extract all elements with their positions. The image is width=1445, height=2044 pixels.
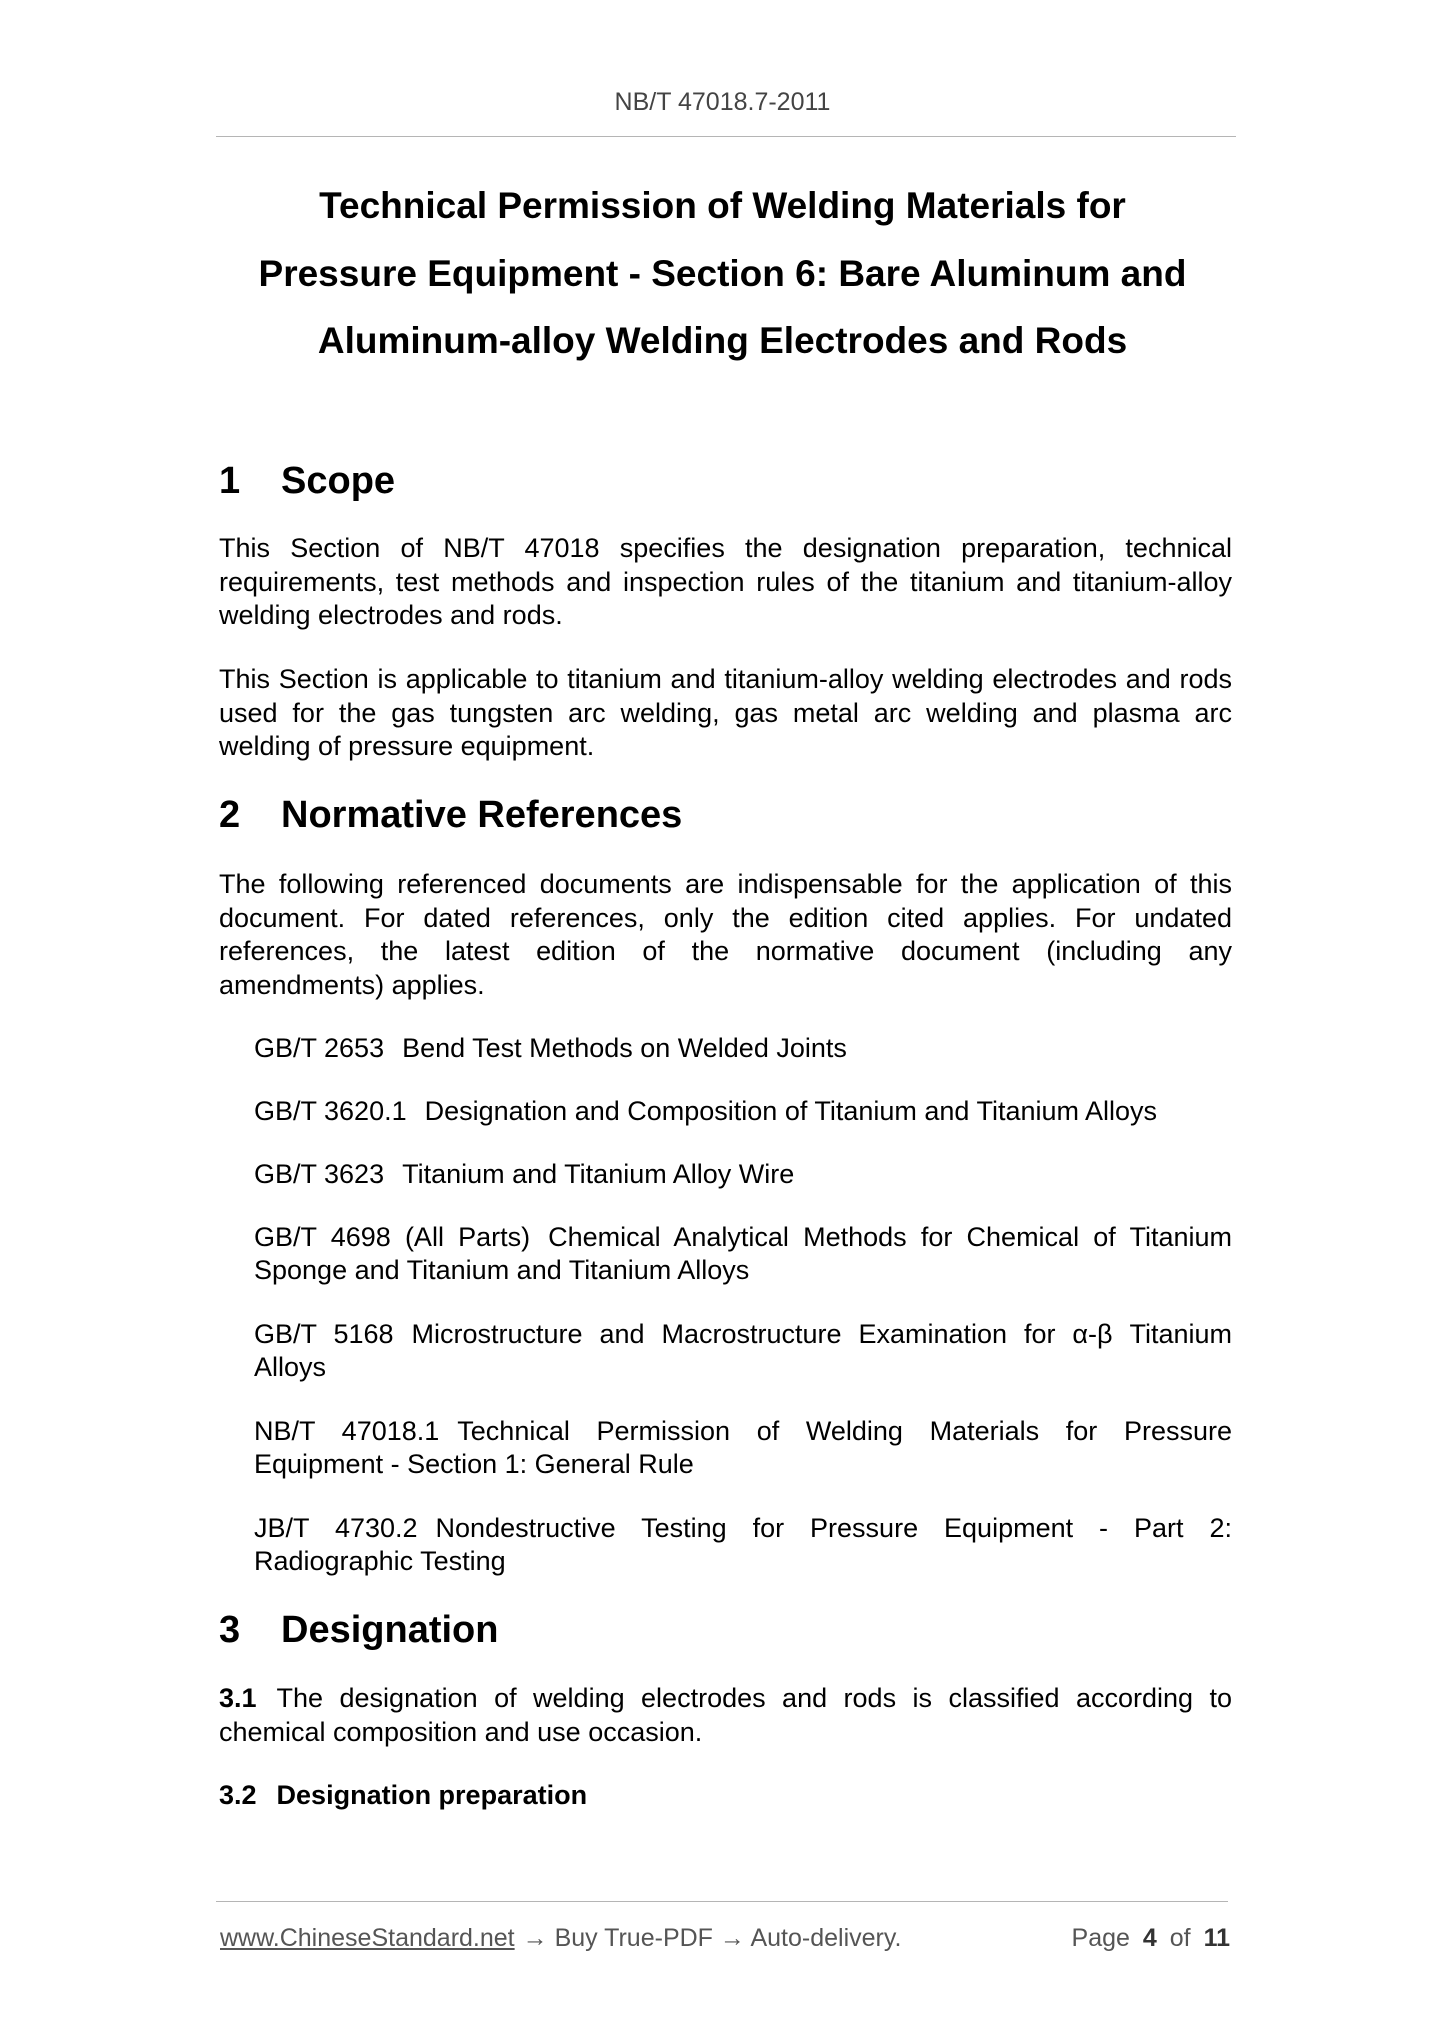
clause-3-2-heading (219, 1778, 1232, 1812)
reference-code: GB/T 2653 (254, 1033, 385, 1063)
reference-item (254, 1158, 1232, 1191)
reference-title: Technical Permission of Welding Materials for Pressure Equipment - Section 1: General Rule (254, 1416, 1232, 1479)
page-current: 4 (1142, 1924, 1157, 1952)
page-indicator (1066, 1922, 1230, 1954)
footer-divider (216, 1901, 1228, 1902)
references-intro-paragraph: The following referenced documents are indispensable for the application of this document. For dated references, only the edition cited applies. For undated references, the latest edition of the normative document (including any amendments) applies. (219, 869, 1232, 1000)
reference-title: Nondestructive Testing for Pressure Equipment - Part 2: Radiographic Testing (254, 1513, 1232, 1576)
reference-code: GB/T 3620.1 (254, 1096, 407, 1126)
section-title: Designation (281, 1609, 499, 1651)
reference-code: NB/T 47018.1 (254, 1416, 440, 1446)
reference-item (254, 1095, 1232, 1128)
page-total: 11 (1203, 1924, 1230, 1952)
reference-item (254, 1032, 1232, 1065)
section-title: Normative References (281, 794, 683, 836)
document-title-line-2: Pressure Equipment - Section 6: Bare Aluminum and (258, 252, 1187, 294)
page-label: Page (1071, 1924, 1130, 1952)
reference-code: GB/T 4698 (All Parts) (254, 1222, 531, 1252)
section-title: Scope (281, 460, 396, 502)
section-heading-designation (219, 1607, 1232, 1653)
running-header-code: NB/T 47018.7-2011 (614, 88, 831, 116)
scope-paragraph-1: This Section of NB/T 47018 specifies the designation preparation, technical requirements, test methods and inspection rules of the titanium and titanium-alloy welding electrodes and rods. (219, 533, 1232, 630)
section-number: 2 (219, 794, 241, 836)
reference-code: GB/T 3623 (254, 1159, 385, 1189)
reference-title: Chemical Analytical Methods for Chemical of Titanium Sponge and Titanium and Titanium Alloys (254, 1222, 1232, 1285)
document-title (0, 172, 1445, 375)
clause-number: 3.1 (219, 1683, 257, 1713)
website-link[interactable]: www.ChineseStandard.net (220, 1924, 515, 1952)
section-number: 1 (219, 460, 241, 502)
reference-title: Bend Test Methods on Welded Joints (402, 1033, 847, 1063)
page-footer (220, 1922, 1230, 1954)
section-heading-normative-references (219, 792, 1232, 838)
reference-code: GB/T 5168 (254, 1319, 394, 1349)
reference-item (254, 1318, 1232, 1383)
reference-item (254, 1415, 1232, 1480)
document-title-line-3: Aluminum-alloy Welding Electrodes and Rods (317, 320, 1128, 361)
section-heading-scope (219, 458, 1232, 504)
reference-title: Microstructure and Macrostructure Examination for α-β Titanium Alloys (254, 1319, 1232, 1382)
reference-title: Titanium and Titanium Alloy Wire (402, 1159, 795, 1189)
scope-paragraph-2: This Section is applicable to titanium and titanium-alloy welding electrodes and rods used for the gas tungsten arc welding, gas metal arc welding and plasma arc welding of pressure equipment. (219, 664, 1232, 761)
clause-3-1 (219, 1682, 1232, 1749)
reference-code: JB/T 4730.2 (254, 1513, 418, 1543)
page-of: of (1169, 1924, 1191, 1952)
footer-promo (220, 1922, 901, 1954)
reference-item (254, 1221, 1232, 1286)
footer-promo-text: → Buy True-PDF → Auto-delivery. (522, 1924, 902, 1952)
header-divider (216, 136, 1236, 137)
clause-number: 3.2 (219, 1780, 257, 1810)
section-number: 3 (219, 1609, 241, 1651)
reference-item (254, 1512, 1232, 1577)
clause-text: The designation of welding electrodes and rods is classified according to chemical composition and use occasion. (219, 1683, 1232, 1747)
document-title-line-1: Technical Permission of Welding Materials for (319, 185, 1126, 226)
clause-title: Designation preparation (276, 1780, 588, 1810)
reference-title: Designation and Composition of Titanium and Titanium Alloys (424, 1096, 1158, 1126)
